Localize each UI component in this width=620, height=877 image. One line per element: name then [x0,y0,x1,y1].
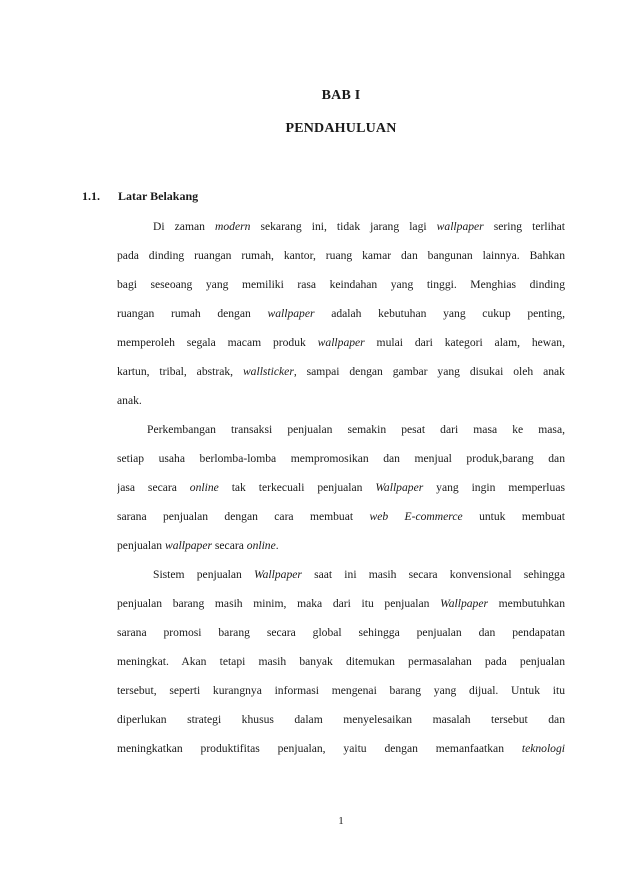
text-run: secara [212,539,247,552]
section-title: Latar Belakang [118,189,199,203]
italic-term: Wallpaper [254,568,302,581]
italic-term: Wallpaper [440,597,489,610]
italic-term: modern [214,220,251,233]
text-run: meningkat. Akan tetapi masih banyak ditemukan permasalahan pada penjualan [117,655,565,668]
text-run: saat ini masih secara konvensional sehingga [301,568,565,581]
body-line [117,328,565,357]
text-run: Di zaman [153,220,215,233]
text-run: meningkatkan produktifitas penjualan, yaitu dengan memanfaatkan [117,742,522,755]
page-number: 1 [338,815,344,827]
text-run: tersebut, seperti kurangnya informasi mengenai barang yang dijual. Untuk itu [117,684,565,697]
body-line [117,502,565,531]
section-number: 1.1. [82,189,100,203]
body-line [117,560,565,589]
body-line [117,299,565,328]
italic-term: wallpaper [317,336,365,349]
body-line [117,734,565,763]
body-line [117,705,565,734]
text-run: tak terkecuali penjualan [218,481,376,494]
body-line [117,270,565,299]
text-run: penjualan [117,539,165,552]
text-run: anak. [117,394,142,407]
text-run: penjualan barang masih minim, maka dari itu penjualan [117,597,441,610]
text-run: bagi seseoang yang memiliki rasa keindahan yang tinggi. Menghias dinding [117,278,565,291]
text-run: jasa secara [117,481,190,494]
italic-term: web E-commerce [369,510,463,523]
text-run: sering terlihat [483,220,565,233]
italic-term: wallpaper [164,539,212,552]
body-line [117,212,565,241]
text-run: mulai dari kategori alam, hewan, [364,336,565,349]
body-line [117,589,565,618]
text-run: sarana penjualan dengan cara membuat [117,510,370,523]
body-line [117,473,565,502]
italic-term: teknologi [521,742,565,755]
italic-term: online [189,481,219,494]
text-run: pada dinding ruangan rumah, kantor, ruang kamar dan bangunan lainnya. Bahkan [117,249,565,262]
body-line [117,676,565,705]
text-run: adalah kebutuhan yang cukup penting, [314,307,565,320]
text-run: Sistem penjualan [153,568,255,581]
body-line [117,647,565,676]
text-run: . [275,539,279,552]
body-text [117,212,565,763]
italic-term: wallpaper [436,220,484,233]
body-line [117,386,565,415]
body-line [117,415,565,444]
text-run: untuk membuat [462,510,565,523]
body-line [117,357,565,386]
text-run: sarana promosi barang secara global sehingga penjualan dan pendapatan [117,626,565,639]
text-run: sekarang ini, tidak jarang lagi [250,220,437,233]
text-run: setiap usaha berlomba-lomba mempromosikan dan menjual produk,barang dan [117,452,565,465]
body-line [117,618,565,647]
body-line [117,444,565,473]
chapter-number: BAB I [321,88,361,103]
text-run: diperlukan strategi khusus dalam menyelesaikan masalah tersebut dan [117,713,565,726]
text-run: kartun, tribal, abstrak, [117,365,243,378]
italic-term: wallpaper [267,307,315,320]
body-line [117,241,565,270]
text-run: ruangan rumah dengan [117,307,268,320]
text-run: yang ingin memperluas [423,481,565,494]
text-run: membutuhkan [488,597,565,610]
text-run: , sampai dengan gambar yang disukai oleh anak [293,365,565,378]
chapter-title: PENDAHULUAN [285,121,397,136]
body-line [117,531,565,560]
text-run: Perkembangan transaksi penjualan semakin pesat dari masa ke masa, [147,423,565,436]
italic-term: Wallpaper [375,481,424,494]
italic-term: wallsticker [242,365,294,378]
italic-term: online [246,539,276,552]
text-run: memperoleh segala macam produk [117,336,318,349]
